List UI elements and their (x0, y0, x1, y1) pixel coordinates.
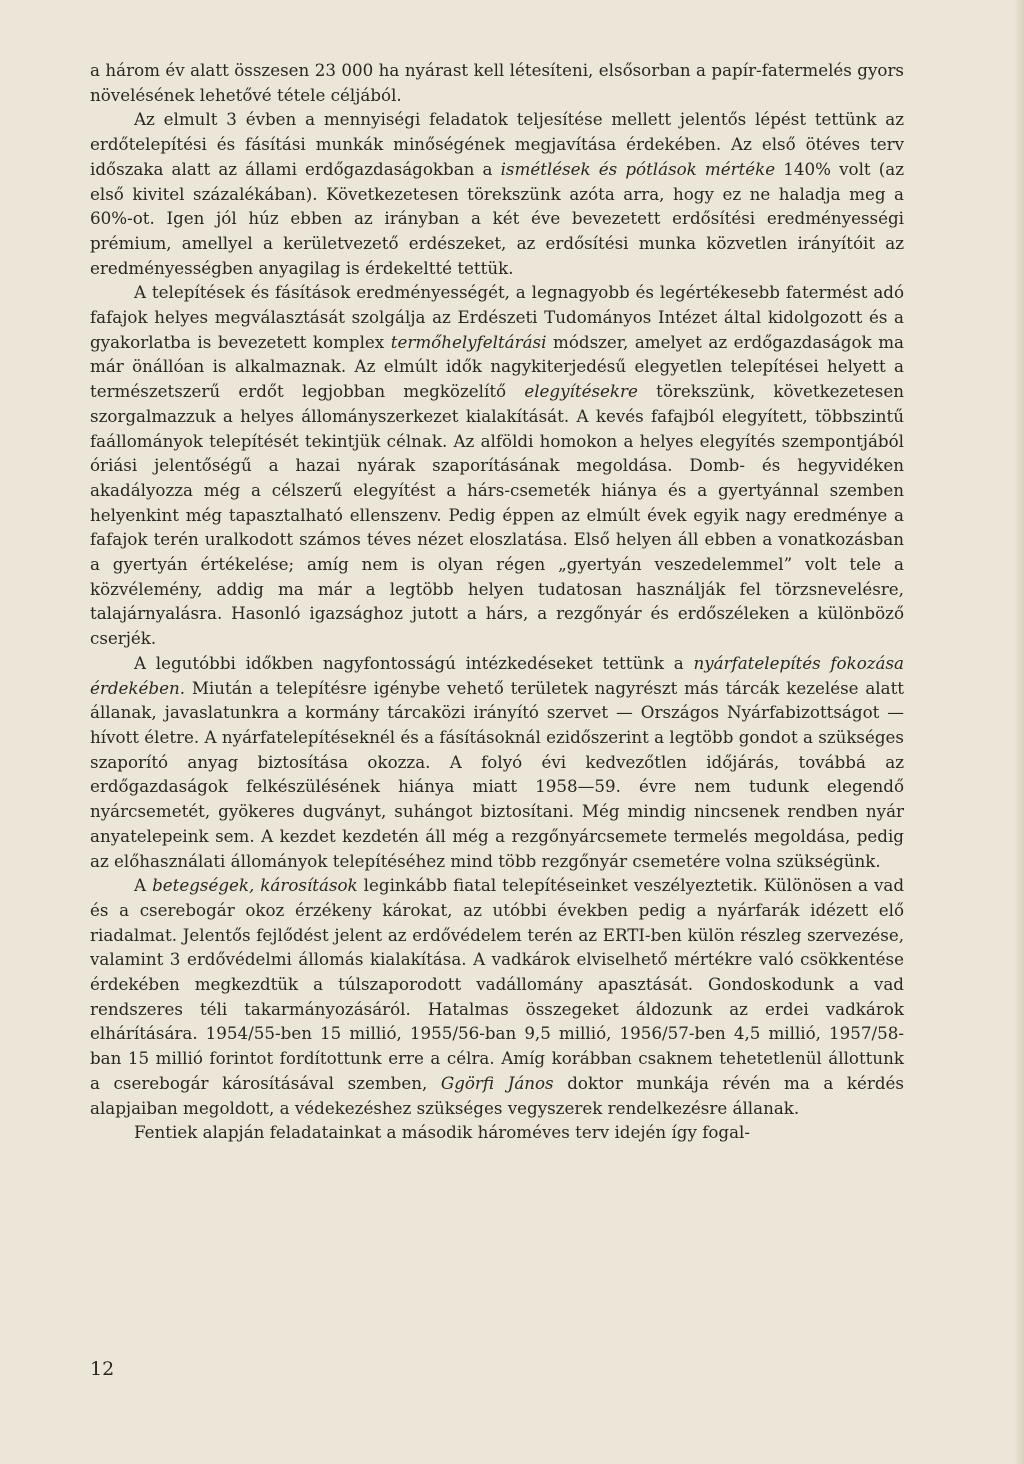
paragraph-1 (90, 58, 904, 107)
paragraph-2-emphasis: ismétlések és pótlások mértéke (500, 158, 776, 179)
paragraph-4-emphasis: nyárfatelepítés fokozása érdekében. (90, 652, 905, 698)
paragraph-6-text: Fentiek alapján feladatainkat a második hároméves terv idején így fogal- (134, 1122, 751, 1143)
paragraph-3 (90, 280, 904, 651)
paragraph-3-text-c: törekszünk, következetesen szorgalmazzuk a helyes állományszerkezet kialakítását. A kevés fafajból elegyített, többszintű faállományok telepítését tekintjük célnak. Az alföldi homokon a helyes elegyítés szempontjából óriási jelentőségű a hazai nyárak szaporításának megoldása. Domb- és hegyvidéken akadályozza még a célszerű elegyítést a hárs-csemeték hiánya és a gyertyánnal szemben helyenkint még tapasztalható ellenszenv. Pedig éppen az elmúlt évek egyik nagy eredménye a fafajok terén uralkodott számos téves nézet eloszlatása. Első helyen áll ebben a vonatkozásban a gyertyán értékelése; amíg nem is olyan régen „gyertyán veszedelemmel” volt tele a közvélemény, addig ma már a legtöbb helyen tudatosan használják fel törzsnevelésre, talajárnyalásra. Hasonló igazsághoz jutott a hárs, a rezgőnyár és erdőszéleken a különböző cserjék. (90, 381, 904, 649)
paragraph-5-text-a: A (134, 875, 153, 896)
page-edge-shadow (1014, 0, 1024, 1464)
paragraph-4-text-a: A legutóbbi időkben nagyfontosságú intézkedéseket tettünk a (134, 652, 694, 673)
page-number: 12 (90, 1358, 115, 1380)
paragraph-3-text-b: módszer, amelyet az erdőgazdaságok ma már önállóan is alkalmaznak. Az elmúlt idők nagykiterjedésű elegyetlen telepítései helyett a természetszerű erdőt legjobban megközelítő (90, 331, 904, 402)
paragraph-5-emphasis-b: Ggörfi János (440, 1072, 554, 1093)
body-text (90, 58, 904, 1145)
paragraph-2 (90, 107, 904, 280)
paragraph-3-emphasis-a: termőhelyfeltárási (390, 331, 547, 352)
paragraph-4-text-b: Miután a telepítésre igénybe vehető területek nagyrészt más tárcák kezelése alatt állanak, javaslatunkra a kormány tárcaközi irányító szervet — Országos Nyárfabizottságot — hívott életre. A nyárfatelepítéseknél és a fásításoknál ezidőszerint a legtöbb gondot a szükséges szaporító anyag biztosítása okozza. A folyó évi kedvezőtlen időjárás, továbbá az erdőgazdaságok felkészülésének hiánya miatt 1958—59. évre nem tudunk elegendő nyárcsemetét, gyökeres dugványt, suhángot biztosítani. Még mindig nincsenek rendben nyár anyatelepeink sem. A kezdet kezdetén áll még a rezgőnyárcsemete termelés megoldása, pedig az előhasználati állományok telepítéséhez mind több rezgőnyár csemetére volna szükségünk. (90, 677, 904, 871)
paragraph-5-text-b: leginkább fiatal telepítéseinket veszélyeztetik. Különösen a vad és a cserebogár okoz érzékeny károkat, az utóbbi években pedig a nyárfarák idézett elő riadalmat. Jelentős fejlődést jelent az erdővédelem terén az ERTI-ben külön részleg szervezése, valamint 3 erdővédelmi állomás kialakítása. A vadkárok elviselhető mértékre való csökkentése érdekében megkezdtük a túlszaporodott vadállomány apasztását. Gondoskodunk a vad rendszeres téli takarmányozásáról. Hatalmas összegeket áldozunk az erdei vadkárok elhárítására. 1954/55-ben 15 millió, 1955/56-ban 9,5 millió, 1956/57-ben 4,5 millió, 1957/58-ban 15 millió forintot fordítottunk erre a célra. Amíg korábban csaknem tehetetlenül állottunk a cserebogár károsításával szemben, (90, 875, 905, 1093)
paragraph-1-text: a három év alatt összesen 23 000 ha nyárast kell létesíteni, elsősorban a papír-fatermelés gyors növelésének lehetővé tétele céljából. (90, 60, 904, 105)
paragraph-3-text-a: A telepítések és fásítások eredményességét, a legnagyobb és legértékesebb fatermést adó fafajok helyes megválasztását szolgálja az Erdészeti Tudományos Intézet által kidolgozott és a gyakorlatba is bevezetett komplex (90, 282, 904, 352)
paragraph-3-emphasis-b: elegyítésekre (524, 381, 638, 402)
paragraph-2-text-a: Az elmult 3 évben a mennyiségi feladatok teljesítése mellett jelentős lépést tettünk az erdőtelepítési és fásítási munkák minőségének megjavítása érdekében. Az első ötéves terv időszaka alatt az állami erdőgazdaságokban a (90, 109, 904, 179)
paragraph-2-text-b: 140% volt (az első kivitel százalékában). Következetesen törekszünk azóta arra, hogy ez ne haladja meg a 60%-ot. Igen jól húz ebben az irányban a két éve bevezetett erdősítési eredményességi prémium, amellyel a kerületvezető erdészeket, az erdősítési munka közvetlen irányítóit az eredményességben anyagilag is érdekeltté tettük. (90, 158, 904, 278)
paragraph-5-text-c: doktor munkája révén ma a kérdés alapjaiban megoldott, a védekezéshez szükséges vegyszerek rendelkezésre állanak. (90, 1072, 904, 1118)
paragraph-5-emphasis-a: betegségek, károsítások (152, 875, 358, 896)
paragraph-6 (90, 1120, 904, 1145)
paragraph-4 (90, 651, 904, 873)
paragraph-5 (90, 873, 904, 1120)
